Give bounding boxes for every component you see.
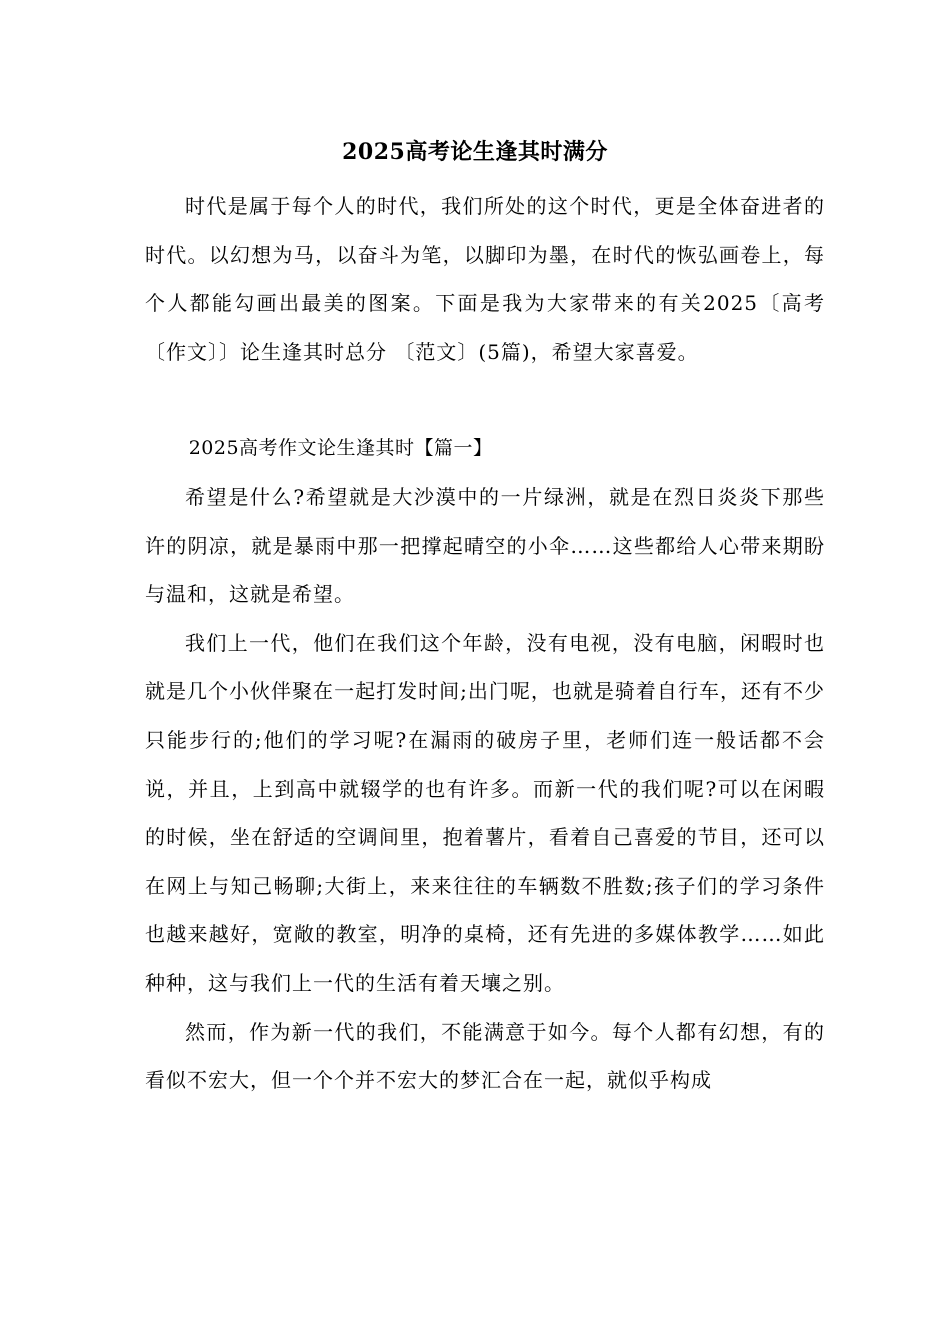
- body-paragraph-1: 希望是什么?希望就是大沙漠中的一片绿洲，就是在烈日炎炎下那些许的阴凉，就是暴雨中那一把撑起晴空的小伞……这些都给人心带来期盼与温和，这就是希望。: [145, 484, 825, 607]
- document-body: [145, 182, 825, 1105]
- document-title: 2025高考论生逢其时满分: [342, 139, 608, 165]
- section-heading: 2025高考作文论生逢其时【篇一】: [188, 437, 493, 460]
- section-spacer: [145, 376, 825, 424]
- intro-paragraph: 时代是属于每个人的时代，我们所处的这个时代，更是全体奋进者的时代。以幻想为马，以奋斗为笔，以脚印为墨，在时代的恢弘画卷上，每个人都能勾画出最美的图案。下面是我为大家带来的有关2025〔高考〔作文〕〕论生逢其时总分 〔范文〕(5篇)，希望大家喜爱。: [145, 194, 825, 364]
- body-paragraph-2: 我们上一代，他们在我们这个年龄，没有电视，没有电脑，闲暇时也就是几个小伙伴聚在一起打发时间;出门呢，也就是骑着自行车，还有不少只能步行的;他们的学习呢?在漏雨的破房子里，老师们连一般话都不会说，并且，上到高中就辍学的也有许多。而新一代的我们呢?可以在闲暇的时候，坐在舒适的空调间里，抱着薯片，看着自己喜爱的节目，还可以在网上与知己畅聊;大街上，来来往往的车辆数不胜数;孩子们的学习条件也越来越好，宽敞的教室，明净的桌椅，还有先进的多媒体教学……如此种种，这与我们上一代的生活有着天壤之别。: [145, 630, 825, 995]
- body-paragraph-3: 然而，作为新一代的我们，不能满意于如今。每个人都有幻想，有的看似不宏大，但一个个并不宏大的梦汇合在一起，就似乎构成: [145, 1019, 825, 1093]
